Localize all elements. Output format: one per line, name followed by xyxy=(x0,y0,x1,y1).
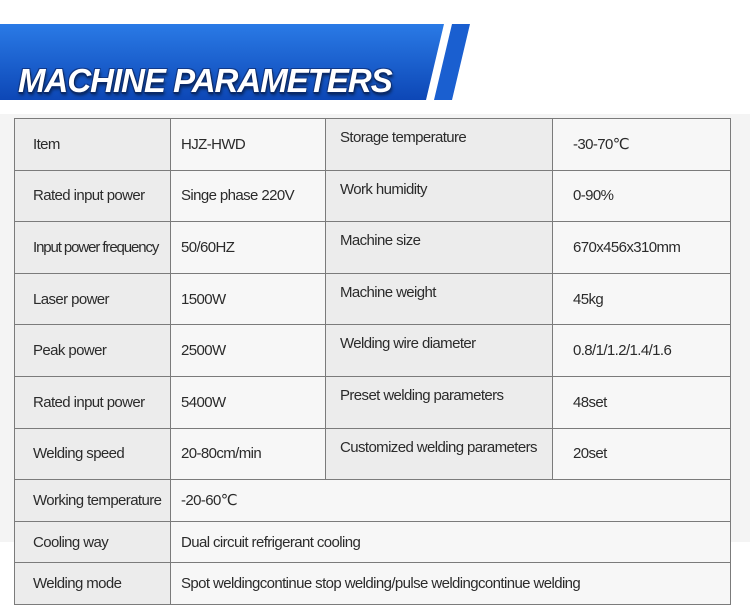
param-label: Welding speed xyxy=(15,428,171,480)
param-value: 50/60HZ xyxy=(171,222,326,274)
table-row xyxy=(15,521,731,563)
header-banner xyxy=(0,24,470,100)
param-label: Rated input power xyxy=(15,376,171,428)
param-value: 48set xyxy=(553,376,731,428)
page-title: MACHINE PARAMETERS xyxy=(18,62,392,99)
param-label: Customized welding parameters xyxy=(326,428,553,480)
param-value: 0.8/1/1.2/1.4/1.6 xyxy=(553,325,731,377)
param-value: -30-70℃ xyxy=(553,119,731,171)
param-label: Welding mode xyxy=(15,563,171,605)
table-row xyxy=(15,325,731,377)
param-label: Peak power xyxy=(15,325,171,377)
table-row xyxy=(15,480,731,522)
param-value: HJZ-HWD xyxy=(171,119,326,171)
table-row xyxy=(15,119,731,171)
parameters-table xyxy=(14,118,731,605)
table-row xyxy=(15,273,731,325)
param-label: Preset welding parameters xyxy=(326,376,553,428)
param-label: Item xyxy=(15,119,171,171)
param-label: Laser power xyxy=(15,273,171,325)
param-value: 670x456x310mm xyxy=(553,222,731,274)
param-value: 20set xyxy=(553,428,731,480)
table-row xyxy=(15,376,731,428)
table-row xyxy=(15,428,731,480)
param-value: Dual circuit refrigerant cooling xyxy=(171,521,731,563)
param-value: 45kg xyxy=(553,273,731,325)
param-label: Rated input power xyxy=(15,170,171,222)
param-label: Machine weight xyxy=(326,273,553,325)
param-value: 2500W xyxy=(171,325,326,377)
param-label: Storage temperature xyxy=(326,119,553,171)
param-label: Machine size xyxy=(326,222,553,274)
parameters-panel xyxy=(0,114,750,593)
param-value: 0-90% xyxy=(553,170,731,222)
param-label: Working temperature xyxy=(15,480,171,522)
param-value: 5400W xyxy=(171,376,326,428)
param-value: Spot weldingcontinue stop welding/pulse weldingcontinue welding xyxy=(171,563,731,605)
param-value: 20-80cm/min xyxy=(171,428,326,480)
param-value: -20-60℃ xyxy=(171,480,731,522)
param-label: Work humidity xyxy=(326,170,553,222)
table-row xyxy=(15,170,731,222)
table-row xyxy=(15,222,731,274)
param-label: Cooling way xyxy=(15,521,171,563)
table-row xyxy=(15,563,731,605)
param-value: Singe phase 220V xyxy=(171,170,326,222)
param-label: Input power frequency xyxy=(15,222,171,274)
param-label: Welding wire diameter xyxy=(326,325,553,377)
param-value: 1500W xyxy=(171,273,326,325)
